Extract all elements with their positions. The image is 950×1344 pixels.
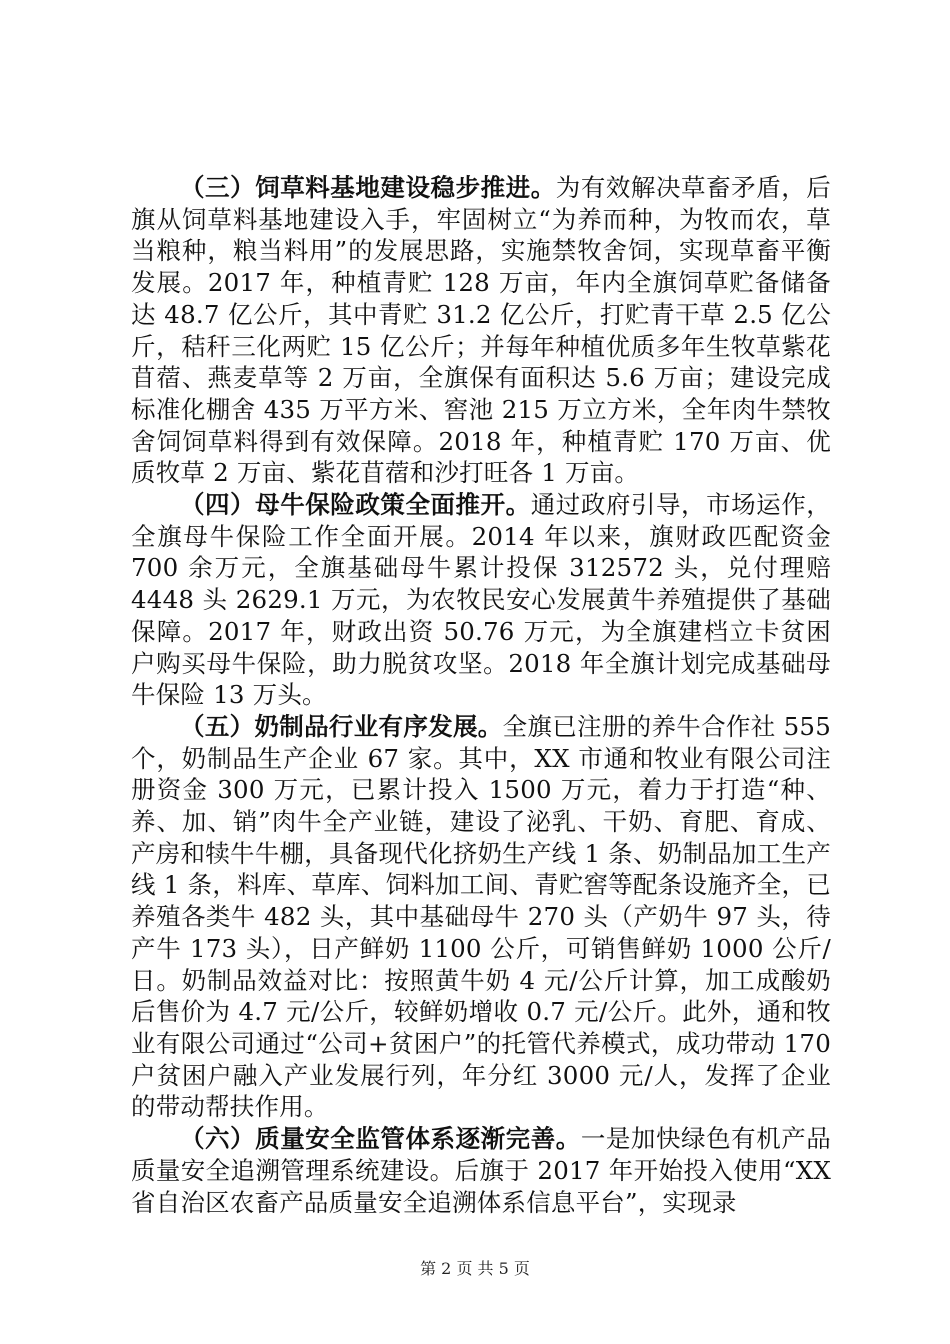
paragraph-text: 一是加快绿色有机产品质量安全追溯管理系统建设。后旗于 2017 年开始投入使用“XX 省自治区农畜产品质量安全追溯体系信息平台”，实现录: [131, 1124, 831, 1217]
paragraph-feed-base: [131, 172, 831, 489]
paragraph-dairy-industry: [131, 711, 831, 1123]
paragraph-text: 通过政府引导，市场运作，全旗母牛保险工作全面开展。2014 年以来，旗财政匹配资金 700 余万元，全旗基础母牛累计投保 312572 头，兑付理赔 4448 头 2629.1 万元，为农牧民安心发展黄牛养殖提供了基础保障。2017 年，财政出资 50.76 万元，为全旗建档立卡贫困户购买母牛保险，助力脱贫攻坚。2018 年全旗计划完成基础母牛保险 13 万头。: [131, 490, 831, 710]
paragraph-text: 为有效解决草畜矛盾，后旗从饲草料基地建设入手，牢固树立“为养而种，为牧而农，草当粮种，粮当料用”的发展思路，实施禁牧舍饲，实现草畜平衡发展。2017 年，种植青贮 128 万亩，年内全旗饲草贮备储备达 48.7 亿公斤，其中青贮 31.2 亿公斤，打贮青干草 2.5 亿公斤，秸秆三化两贮 15 亿公斤；并每年种植优质多年生牧草紫花苜蓿、燕麦草等 2 万亩，全旗保有面积达 5.6 万亩；建设完成标准化棚舍 435 万平方米、窖池 215 万立方米，全年肉牛禁牧舍饲饲草料得到有效保障。2018 年，种植青贮 170 万亩、优质牧草 2 万亩、紫花苜蓿和沙打旺各 1 万亩。: [131, 173, 831, 488]
paragraph-text: 全旗已注册的养牛合作社 555 个，奶制品生产企业 67 家。其中，XX 市通和牧业有限公司注册资金 300 万元，已累计投入 1500 万元，着力于打造“种、养、加、销”肉牛全产业链，建设了泌乳、干奶、育肥、育成、产房和犊牛牛棚，具备现代化挤奶生产线 1 条、奶制品加工生产线 1 条，料库、草库、饲料加工间、青贮窖等配条设施齐全，已养殖各类牛 482 头，其中基础母牛 270 头（产奶牛 97 头，待产牛 173 头），日产鲜奶 1100 公斤，可销售鲜奶 1000 公斤/日。奶制品效益对比：按照黄牛奶 4 元/公斤计算，加工成酸奶后售价为 4.7 元/公斤，较鲜奶增收 0.7 元/公斤。此外，通和牧业有限公司通过“公司+贫困户”的托管代养模式，成功带动 170 户贫困户融入产业发展行列，年分红 3000 元/人，发挥了企业的带动帮扶作用。: [131, 711, 831, 1122]
section-heading: （四）母牛保险政策全面推开。: [180, 490, 531, 520]
paragraph-quality-safety: [131, 1123, 831, 1218]
page-number-footer: 第 2 页 共 5 页: [420, 1259, 530, 1278]
section-heading: （三）饲草料基地建设稳步推进。: [180, 173, 556, 202]
section-heading: （六）质量安全监管体系逐渐完善。: [180, 1124, 581, 1154]
document-body: [131, 172, 831, 1218]
paragraph-cow-insurance: [131, 489, 831, 711]
section-heading: （五）奶制品行业有序发展。: [180, 711, 503, 741]
